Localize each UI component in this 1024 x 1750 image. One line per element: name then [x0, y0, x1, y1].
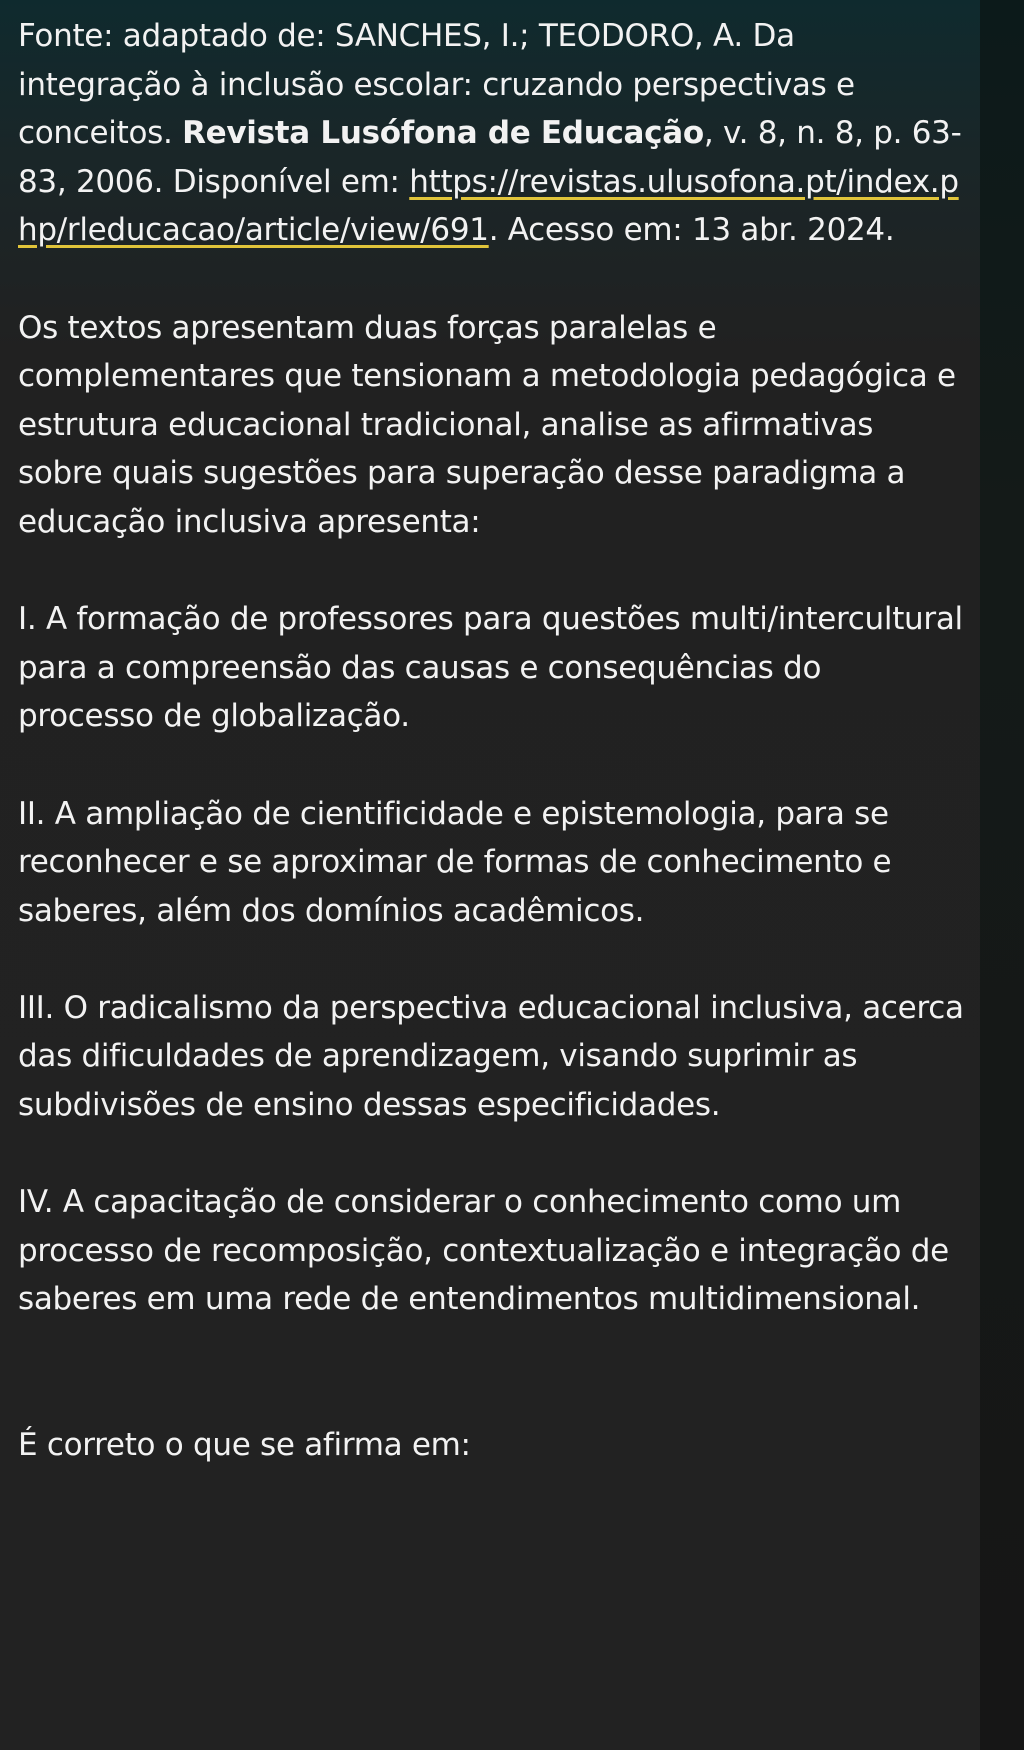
- statement-3: III. O radicalismo da perspectiva educacional inclusiva, acerca das dificuldades de aprendizagem, visando suprimir as subdivisões de ensino dessas especificidades.: [18, 989, 964, 1124]
- citation-details: , v. 8, n. 8, p. 63-83, 2006. Disponível em:: [18, 115, 962, 200]
- source-link[interactable]: https://revistas.ulusofona.pt/index.php/rleducacao/article/view/691: [18, 163, 959, 249]
- statement-1: I. A formação de professores para questões multi/intercultural para a compreensão das causas e consequências do processo de globalização.: [18, 601, 963, 735]
- citation-prefix: Fonte: adaptado de: SANCHES, I.; TEODORO, A. Da integração à inclusão escolar: cruzando perspectivas e conceitos.: [18, 18, 855, 152]
- statement-4: IV. A capacitação de considerar o conhecimento como um processo de recomposição, contextualização e integração de saberes em uma rede de entendimentos multidimensional.: [18, 1184, 949, 1318]
- question-prompt: Os textos apresentam duas forças paralelas e complementares que tensionam a metodologia pedagógica e estrutura educacional tradicional, analise as afirmativas sobre quais sugestões para superação desse paradigma a educação inclusiva apresenta:: [18, 309, 956, 540]
- statement-2: II. A ampliação de cientificidade e epistemologia, para se reconhecer e se aproximar de formas de conhecimento e saberes, além dos domínios acadêmicos.: [18, 795, 892, 929]
- closing-prompt: É correto o que se afirma em:: [18, 1427, 471, 1464]
- source-citation: [18, 12, 964, 255]
- scroll-area[interactable]: [980, 0, 1024, 1750]
- citation-access: . Acesso em: 13 abr. 2024.: [488, 212, 895, 249]
- journal-title: Revista Lusófona de Educação: [182, 115, 704, 152]
